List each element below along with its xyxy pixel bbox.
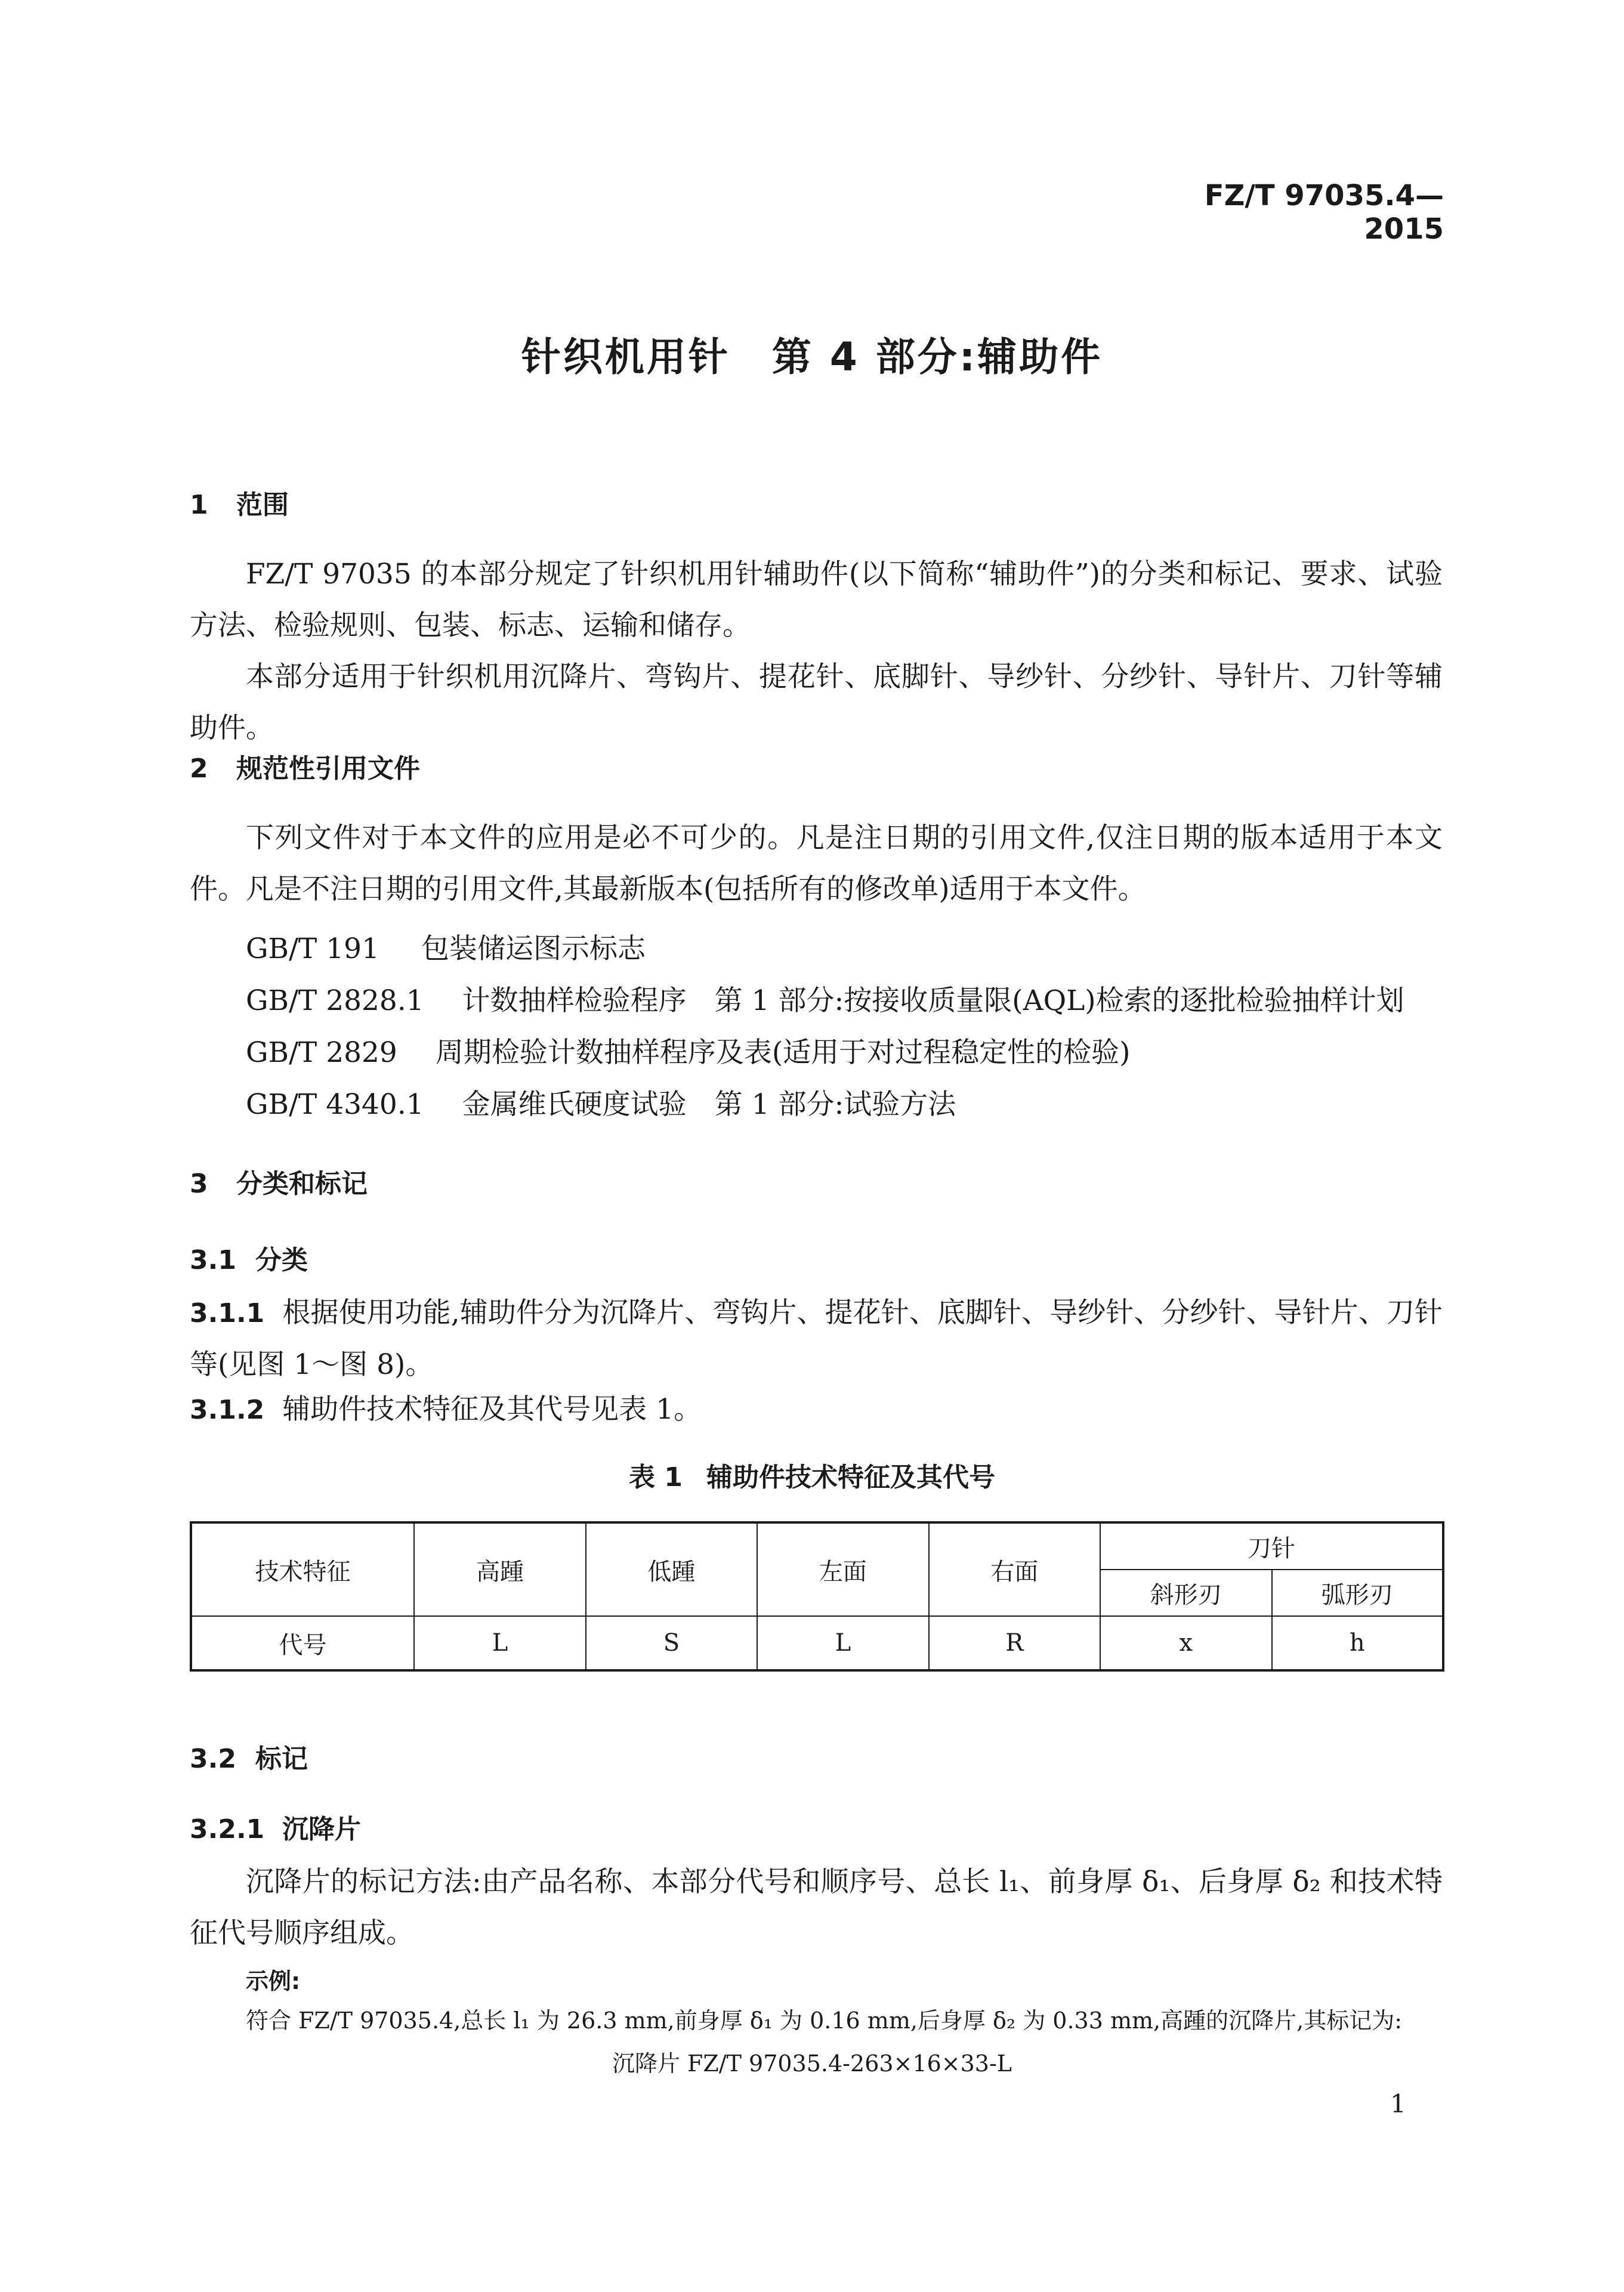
reference-code: GB/T 2828.1 <box>246 984 424 1017</box>
header-cell-feature: 技术特征 <box>191 1522 414 1616</box>
reference-code: GB/T 191 <box>246 932 379 965</box>
row-label: 代号 <box>191 1616 414 1670</box>
reference-item <box>246 926 646 966</box>
clause-text: 辅助件技术特征及其代号见表 1。 <box>282 1393 702 1426</box>
reference-code: GB/T 2829 <box>246 1036 397 1069</box>
section-number: 2 <box>190 753 208 784</box>
section-title: 范围 <box>236 490 289 520</box>
section-number: 3 <box>190 1169 208 1199</box>
section-title: 标记 <box>255 1744 308 1774</box>
reference-title: 周期检验计数抽样程序及表(适用于对过程稳定性的检验) <box>435 1036 1131 1069</box>
header-cell-arc: 弧形刃 <box>1272 1570 1443 1616</box>
header-cell-right: 右面 <box>929 1522 1100 1616</box>
clause-3-1-1 <box>190 1287 1443 1391</box>
standard-code: FZ/T 97035.4—2015 <box>1204 179 1444 246</box>
reference-code: GB/T 4340.1 <box>246 1088 424 1121</box>
table-cell: R <box>929 1616 1100 1670</box>
example-text: 符合 FZ/T 97035.4,总长 l₁ 为 26.3 mm,前身厚 δ₁ 为 0.16 mm,后身厚 δ₂ 为 0.33 mm,高踵的沉降片,其标记为: <box>246 2007 1403 2034</box>
section-title: 分类 <box>255 1245 308 1275</box>
spec-table <box>190 1521 1444 1672</box>
section-title: 沉降片 <box>282 1814 361 1845</box>
reference-title: 包装储运图示标志 <box>421 932 646 965</box>
header-cell-low-heel: 低踵 <box>586 1522 757 1616</box>
table-cell: L <box>414 1616 585 1670</box>
section-number: 1 <box>190 490 208 520</box>
table-cell: h <box>1272 1616 1443 1670</box>
table-title: 辅助件技术特征及其代号 <box>706 1462 995 1493</box>
page-number: 1 <box>1390 2089 1406 2118</box>
section-3-2-1-heading <box>190 1808 361 1846</box>
section-number: 3.2 <box>190 1744 236 1774</box>
clause-3-2-1-paragraph: 沉降片的标记方法:由产品名称、本部分代号和顺序号、总长 l₁、前身厚 δ₁、后身厚 δ₂ 和技术特征代号顺序组成。 <box>190 1865 1443 1950</box>
table-cell: S <box>586 1616 757 1670</box>
section-number: 3.2.1 <box>190 1814 265 1845</box>
reference-title: 金属维氏硬度试验 第 1 部分:试验方法 <box>462 1088 956 1121</box>
section-3-2-heading <box>190 1737 308 1775</box>
header-cell-left: 左面 <box>757 1522 928 1616</box>
section-1-heading <box>190 483 289 521</box>
clause-3-1-2 <box>190 1384 1443 1436</box>
table-row <box>191 1616 1443 1670</box>
section-3-heading <box>190 1162 368 1200</box>
table-cell: L <box>757 1616 928 1670</box>
table-header-row <box>191 1522 1443 1570</box>
section-title: 分类和标记 <box>236 1169 368 1199</box>
section-number: 3.1 <box>190 1245 236 1275</box>
section-2-heading <box>190 747 420 785</box>
section-3-1-heading <box>190 1238 308 1277</box>
document-title: 针织机用针 第 4 部分:辅助件 <box>521 334 1103 380</box>
example-label: 示例: <box>246 1968 301 1994</box>
section-title: 规范性引用文件 <box>236 753 420 784</box>
clause-number: 3.1.2 <box>190 1395 265 1425</box>
header-cell-bevel: 斜形刃 <box>1100 1570 1271 1616</box>
section-1-paragraph-1: FZ/T 97035 的本部分规定了针织机用针辅助件(以下简称“辅助件”)的分类和标记、要求、试验方法、检验规则、包装、标志、运输和储存。 <box>190 558 1443 642</box>
table-cell: x <box>1100 1616 1271 1670</box>
reference-item <box>246 1082 956 1122</box>
reference-item <box>246 978 1404 1018</box>
table-number: 表 1 <box>629 1462 683 1493</box>
reference-title: 计数抽样检验程序 第 1 部分:按接收质量限(AQL)检索的逐批检验抽样计划 <box>462 984 1404 1017</box>
table-caption <box>0 1456 1624 1494</box>
header-cell-knife: 刀针 <box>1100 1522 1443 1570</box>
clause-number: 3.1.1 <box>190 1298 265 1329</box>
section-1-paragraph-2: 本部分适用于针织机用沉降片、弯钩片、提花针、底脚针、导纱针、分纱针、导针片、刀针等辅助件。 <box>190 660 1443 745</box>
example-marking: 沉降片 FZ/T 97035.4-263×16×33-L <box>612 2050 1012 2077</box>
section-2-paragraph-1: 下列文件对于本文件的应用是必不可少的。凡是注日期的引用文件,仅注日期的版本适用于本文件。凡是不注日期的引用文件,其最新版本(包括所有的修改单)适用于本文件。 <box>190 821 1443 906</box>
reference-item <box>246 1030 1131 1070</box>
clause-text: 根据使用功能,辅助件分为沉降片、弯钩片、提花针、底脚针、导纱针、分纱针、导针片、刀针等(见图 1～图 8)。 <box>190 1296 1443 1381</box>
header-cell-high-heel: 高踵 <box>414 1522 585 1616</box>
